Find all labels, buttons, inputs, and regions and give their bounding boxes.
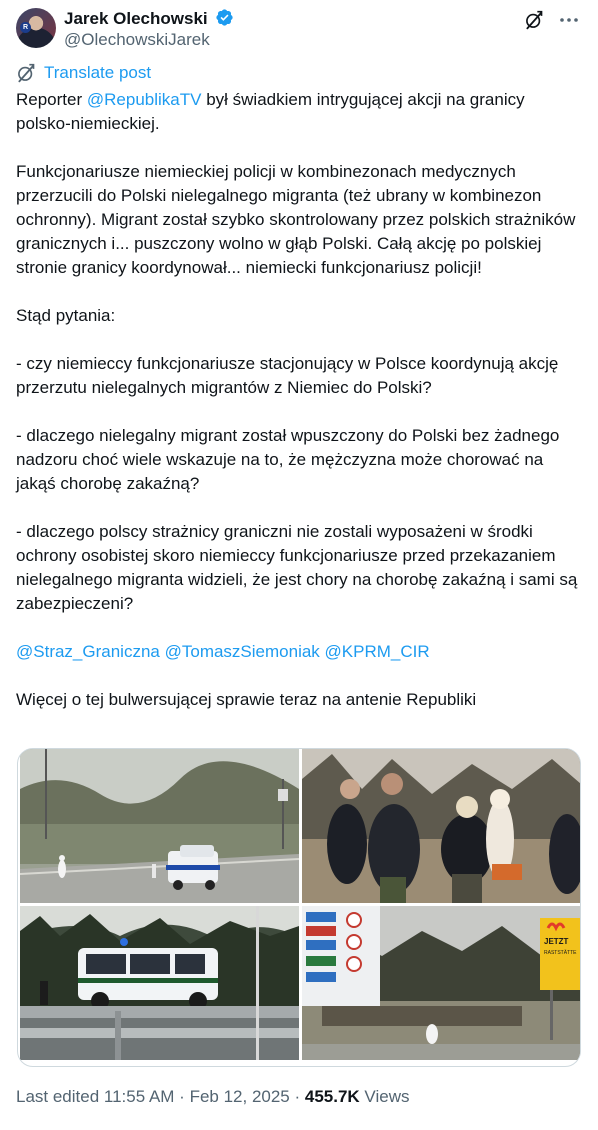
- mention-tomasz-siemoniak[interactable]: @TomaszSiemoniak: [164, 642, 320, 661]
- photo-officers: [302, 749, 581, 903]
- more-options-icon[interactable]: [558, 10, 580, 30]
- post-header: [16, 6, 582, 50]
- photo-guard-van: [20, 906, 299, 1060]
- grok-icon[interactable]: [524, 10, 544, 30]
- mention-kprm-cir[interactable]: @KPRM_CIR: [324, 642, 430, 661]
- sign-subtext: RASTSTÄTTE: [544, 950, 577, 956]
- post-paragraph-4: - czy niemieccy funkcjonariusze stacjonujący w Polsce koordynują akcję przerzutu nielegalnych migrantów z Niemiec do Polski?: [16, 354, 564, 397]
- post-paragraph-6: - dlaczego polscy strażnicy graniczni nie zostali wyposażeni w środki ochrony osobistej skoro niemieccy funkcjonariusze przed przekazaniem nielegalnego migranta widzieli, że jest chory na chorobę zakaźną i sami są zabezpieczeni?: [16, 522, 583, 613]
- post-paragraph-1-prefix: Reporter: [16, 90, 87, 109]
- post-paragraph-2: Funkcjonariusze niemieckiej policji w kombinezonach medycznych przerzucili do Polski nielegalnego migranta (też ubrany w kombinezon ochronny). Migrant został szybko skontrolowany przez polskich strażników granicznych i... puszczony wolno w głąb Polski. Całą akcję po polskiej stronie granicy koordynował... niemiecki funkcjonariusz policji!: [16, 162, 581, 277]
- media-grid: [17, 748, 581, 1067]
- translate-post-label[interactable]: Translate post: [44, 63, 152, 82]
- verified-badge-icon: [215, 8, 234, 27]
- author-info: [64, 8, 234, 50]
- photo-border-road-van: [20, 749, 299, 903]
- post-paragraph-3: Stąd pytania:: [16, 306, 116, 325]
- post-paragraph-5: - dlaczego nielegalny migrant został wpuszczony do Polski bez żadnego nadzoru choć wiele wskazuje na to, że mężczyzna może chorować na jakąś chorobę zakaźną?: [16, 426, 565, 493]
- post-text: [16, 88, 582, 712]
- views-label: Views: [359, 1087, 410, 1106]
- media-photo-3[interactable]: [20, 906, 299, 1060]
- translate-post-link[interactable]: [16, 62, 151, 84]
- author-name-text[interactable]: Jarek Olechowski: [64, 9, 208, 28]
- author-handle[interactable]: @OlechowskiJarek: [64, 30, 210, 49]
- mention-straz-graniczna[interactable]: @Straz_Graniczna: [16, 642, 160, 661]
- photo-border-signs: [302, 906, 581, 1060]
- post-paragraph-8: Więcej o tej bulwersującej sprawie teraz na antenie Republiki: [16, 690, 477, 709]
- post-footer: [16, 1086, 409, 1108]
- translate-icon: [16, 63, 36, 83]
- mention-republikatv[interactable]: @RepublikaTV: [86, 90, 202, 109]
- views-count[interactable]: 455.7K: [304, 1087, 360, 1106]
- media-photo-1[interactable]: [20, 749, 299, 903]
- avatar[interactable]: [16, 8, 56, 48]
- avatar-badge: R: [20, 22, 31, 33]
- edited-timestamp[interactable]: Last edited 11:55 AM · Feb 12, 2025 ·: [16, 1087, 305, 1106]
- post-paragraph-1-suffix: był świadkiem intrygującej akcji na granicy polsko-niemieckiej.: [16, 90, 530, 133]
- author-display-name[interactable]: [64, 8, 234, 29]
- media-photo-2[interactable]: [302, 749, 581, 903]
- media-photo-4[interactable]: [302, 906, 581, 1060]
- sign-text: JETZT: [544, 937, 569, 946]
